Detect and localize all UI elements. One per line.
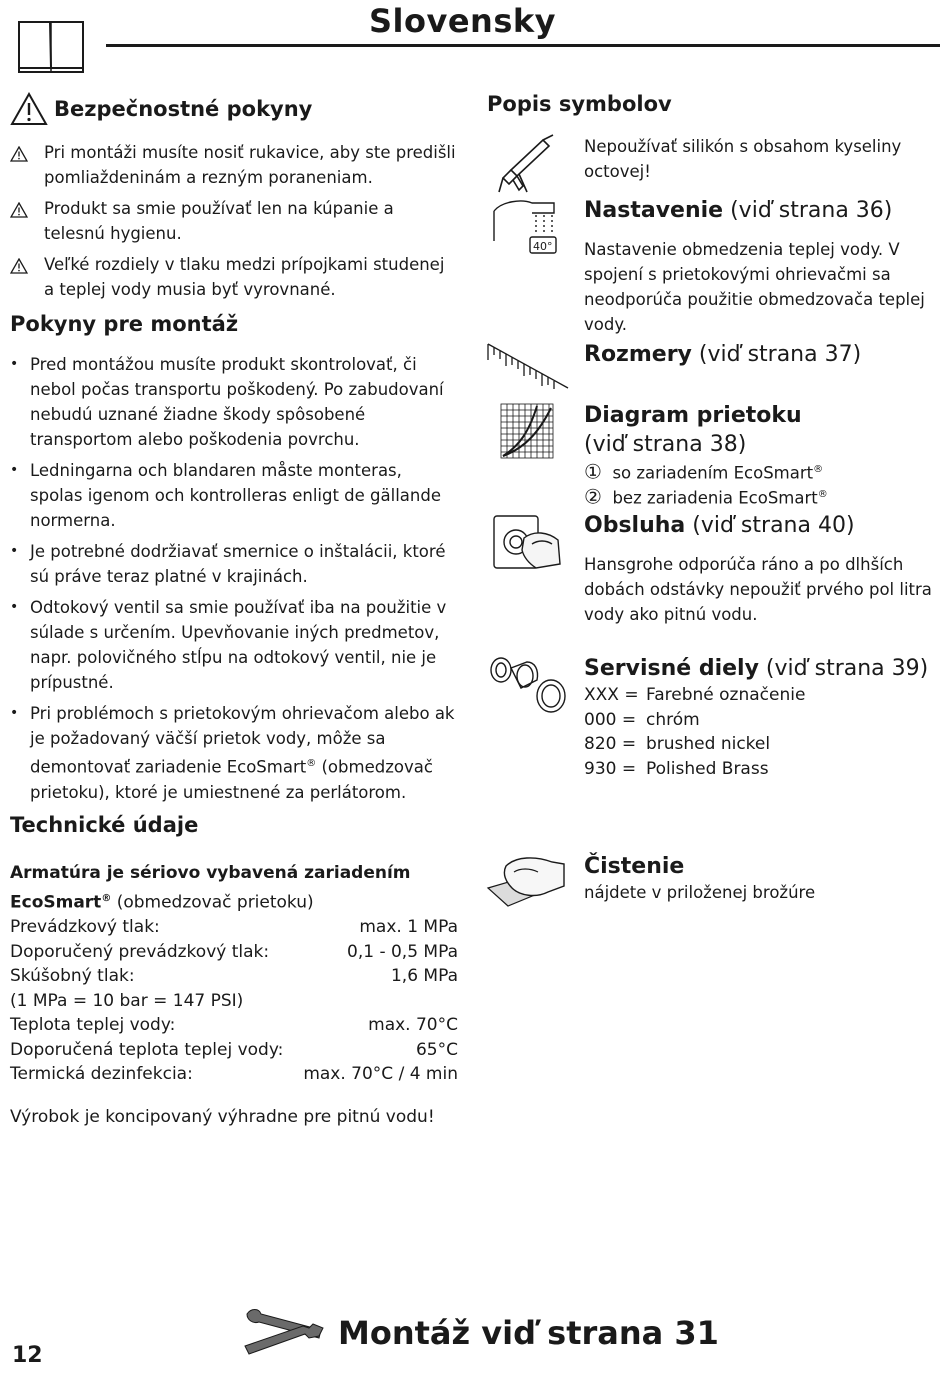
spare-parts-table — [584, 683, 805, 781]
table-row: 930 = Polished Brass — [584, 758, 769, 779]
warning-icon — [10, 146, 28, 162]
table-row: Skúšobný tlak: 1,6 MPa — [10, 966, 458, 987]
svg-text:40°: 40° — [533, 240, 553, 253]
list-item — [10, 196, 458, 246]
footer-title: Montáž viď strana 31 — [338, 1314, 719, 1352]
table-row: (1 MPa = 10 bar = 147 PSI) — [10, 990, 244, 1011]
safety-heading — [10, 92, 458, 126]
list-item: • Je potrebné dodržiavať smernice o inštalácii, ktoré sú práve teraz platné v krajinách. — [10, 539, 458, 589]
table-row: Termická dezinfekcia: max. 70°C / 4 min — [10, 1064, 458, 1085]
flow-item-1: ① so zariadením EcoSmart® — [584, 459, 824, 484]
dimensions-heading: Rozmery (viď strana 37) — [584, 342, 862, 367]
safety-text: Veľké rozdiely v tlaku medzi prípojkami studenej a teplej vody musia byť vyrovnané. — [44, 255, 445, 299]
technical-heading: Technické údaje — [10, 812, 199, 837]
flow-item-2: ② bez zariadenia EcoSmart® — [584, 484, 828, 509]
list-item: • Pri problémoch s prietokovým ohrievačom alebo ak je požadovaný väčší prietok vody, môže sa demontovať zariadenie EcoSmart® (obmedzovač prietoku), ktoré je umiestnené za perlátorom. — [10, 701, 458, 805]
temperature-setting-icon — [492, 197, 562, 259]
list-item — [10, 252, 458, 302]
spare-parts-heading: Servisné diely (viď strana 39) — [584, 656, 929, 681]
warning-icon — [10, 92, 48, 126]
safety-list — [10, 140, 458, 302]
header-rule — [106, 44, 940, 47]
table-row: 000 = chróm — [584, 709, 700, 730]
flow-diagram-ref: (viď strana 38) — [584, 432, 747, 457]
table-row: Prevádzkový tlak: max. 1 MPa — [10, 917, 458, 938]
warning-icon — [10, 258, 28, 274]
list-item: • Ledningarna och blandaren måste monteras, spolas igenom och kontrolleras enligt de gällande normerna. — [10, 458, 458, 533]
table-row: Teplota teplej vody: max. 70°C — [10, 1015, 458, 1036]
list-item: • Pred montážou musíte produkt skontrolovať, či nebol počas transportu poškodený. Po zabudovaní nebudú uznané žiadne škody spôsobené transportom alebo poškodenia povrchu. — [10, 352, 458, 452]
setting-text: Nastavenie obmedzenia teplej vody. V spojení s prietokovými ohrievačmi sa neodporúča použitie obmedzovača teplej vody. — [584, 240, 925, 334]
operation-icon — [492, 510, 562, 570]
assembly-list — [10, 352, 458, 805]
technical-subtitle: Armatúra je sériovo vybavená zariadením EcoSmart® (obmedzovač prietoku) — [10, 862, 411, 913]
assembly-text: Ledningarna och blandaren måste monteras, spolas igenom och kontrolleras enligt de gällande normerna. — [30, 461, 441, 530]
operation-heading: Obsluha (viď strana 40) — [584, 513, 855, 538]
silicone-gun-icon — [497, 134, 557, 194]
assembly-text: Pred montážou musíte produkt skontrolovať, či nebol počas transportu poškodený. Po zabudovaní nebudú uznané žiadne škody spôsobené transportom alebo poškodenia povrchu. — [30, 355, 444, 449]
page-number: 12 — [12, 1343, 43, 1368]
flow-diagram-icon — [499, 402, 555, 460]
left-column — [10, 92, 458, 1130]
list-item — [10, 140, 458, 190]
operation-text: Hansgrohe odporúča ráno a po dlhších dobách odstávky nepoužiť prvého pol litra vody ako pitnú vodu. — [584, 555, 932, 624]
table-row: XXX = Farebné označenie — [584, 685, 806, 705]
assembly-text: Je potrebné dodržiavať smernice o inštalácii, ktoré sú práve teraz platné v krajinách. — [30, 542, 446, 586]
silicone-text: Nepoužívať silikón s obsahom kyseliny octovej! — [584, 137, 902, 181]
flow-diagram-heading: Diagram prietoku — [584, 403, 802, 428]
setting-heading: Nastavenie (viď strana 36) — [584, 198, 893, 223]
safety-title: Bezpečnostné pokyny — [54, 97, 313, 121]
assembly-text: Odtokový ventil sa smie používať iba na použitie v súlade s určením. Upevňovanie iných predmetov, napr. polovičného stĺpu na odtokový ventil, nie je prípustné. — [30, 598, 447, 692]
drinking-water-note: Výrobok je koncipovaný výhradne pre pitnú vodu! — [10, 1106, 435, 1127]
list-item: • Odtokový ventil sa smie používať iba na použitie v súlade s určením. Upevňovanie iných predmetov, napr. polovičného stĺpu na odtokový ventil, nie je prípustné. — [10, 595, 458, 695]
table-row: 820 = brushed nickel — [584, 734, 771, 754]
page-language-title: Slovensky — [368, 2, 556, 40]
cleaning-text: nájdete v priloženej brožúre — [584, 883, 816, 902]
warning-icon — [10, 202, 28, 218]
symbols-heading: Popis symbolov — [487, 92, 672, 116]
cleaning-icon — [486, 852, 566, 912]
table-row: Doporučený prevádzkový tlak: 0,1 - 0,5 MPa — [10, 941, 458, 962]
ruler-icon — [486, 342, 570, 392]
table-row: Doporučená teplota teplej vody: 65°C — [10, 1039, 458, 1060]
assembly-text: Pri problémoch s prietokovým ohrievačom alebo ak je požadovaný väčší prietok vody, môže sa demontovať zariadenie EcoSmart® (obmedzovač prietoku), ktoré je umiestnené za perlátorom. — [30, 704, 455, 802]
assembly-heading: Pokyny pre montáž — [10, 312, 239, 336]
safety-text: Pri montáži musíte nosiť rukavice, aby ste predišli pomliaždeninám a rezným poraneniam. — [44, 143, 456, 187]
book-icon — [17, 18, 85, 74]
aerator-parts-icon — [487, 654, 571, 716]
safety-text: Produkt sa smie používať len na kúpanie a telesnú hygienu. — [44, 199, 394, 243]
cleaning-heading: Čistenie — [584, 854, 685, 879]
tools-icon — [243, 1306, 327, 1356]
technical-table — [10, 915, 458, 1087]
